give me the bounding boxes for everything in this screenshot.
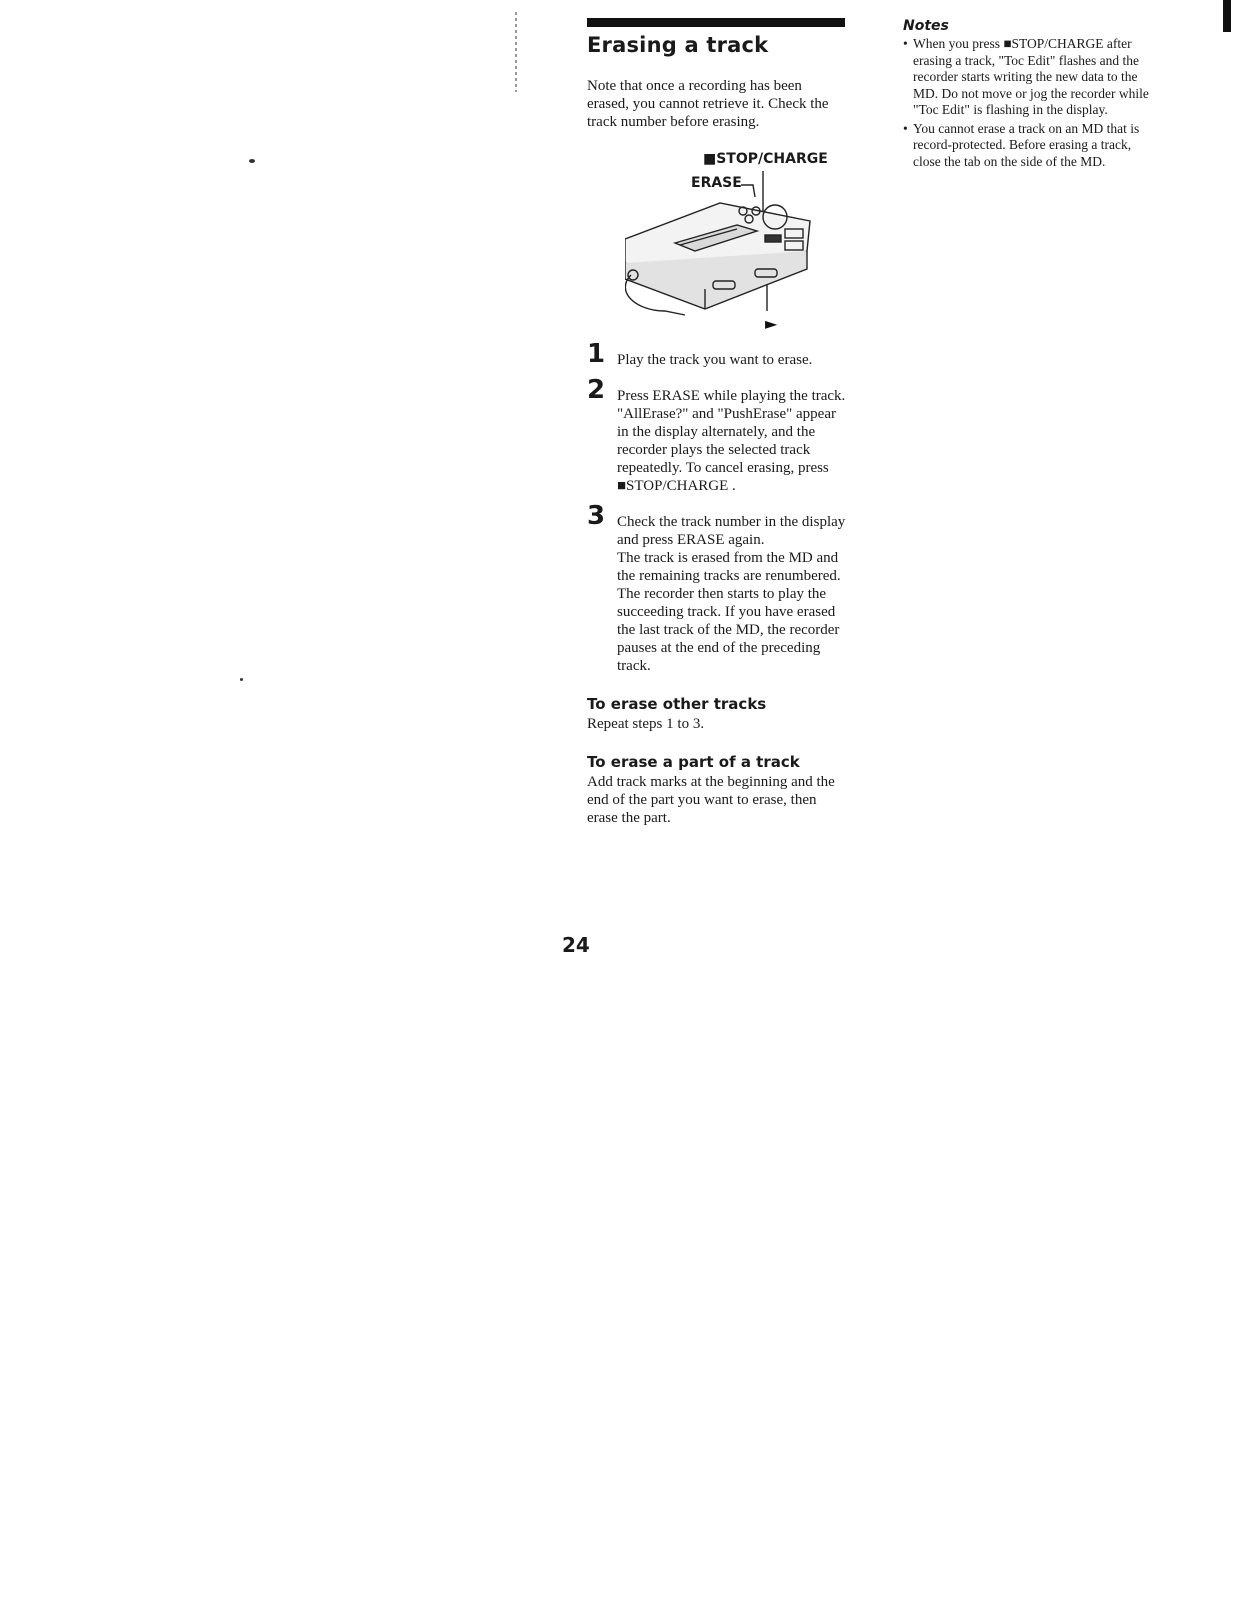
recorder-illustration <box>625 151 865 341</box>
step-text: Check the track number in the display and press ERASE again. <box>617 514 846 548</box>
play-arrow-icon: ► <box>765 314 778 333</box>
step-text: Play the track you want to erase. <box>617 352 813 368</box>
main-column <box>587 18 857 827</box>
step-number: 2 <box>587 375 606 405</box>
section-text-part-of-track: Add track marks at the beginning and the end of the part you want to erase, then erase the part. <box>587 774 835 826</box>
erase-label: ERASE <box>691 175 742 191</box>
note-item <box>903 36 1151 119</box>
step-item <box>587 375 849 495</box>
step-number: 1 <box>587 339 606 369</box>
scan-edge-mark <box>1223 0 1231 32</box>
step-text: Press ERASE while playing the track. <box>617 388 846 404</box>
bullet-icon: • <box>903 120 908 136</box>
page-number: 24 <box>562 933 590 957</box>
step-number: 3 <box>587 501 606 531</box>
intro-paragraph: Note that once a recording has been erased, you cannot retrieve it. Check the track number before erasing. <box>587 78 829 130</box>
step-item <box>587 339 849 369</box>
notes-heading: Notes <box>903 18 949 34</box>
bullet-icon: • <box>903 36 908 51</box>
note-item <box>903 121 1151 171</box>
page-title: Erasing a track <box>587 33 769 57</box>
section-text-other-tracks: Repeat steps 1 to 3. <box>587 716 705 732</box>
scan-speck <box>240 678 243 681</box>
steps-list <box>587 339 857 675</box>
stop-charge-label: ■STOP/CHARGE <box>703 151 828 167</box>
note-text: You cannot erase a track on an MD that is record-protected. Before erasing a track, close the tab on the side of the MD. <box>913 120 1140 169</box>
note-text: When you press ■STOP/CHARGE after erasing a track, "Toc Edit" flashes and the recorder starts writing the new data to the MD. Do not move or jog the recorder while "Toc Edit" is flashing in the display. <box>913 36 1149 117</box>
step-item <box>587 501 849 675</box>
md-recorder-icon <box>625 151 865 341</box>
scan-dashed-line <box>515 12 517 92</box>
section-heading-other-tracks: To erase other tracks <box>587 695 767 713</box>
scan-speck <box>249 159 255 163</box>
title-rule <box>587 18 845 27</box>
step-detail: The track is erased from the MD and the remaining tracks are renumbered. The recorder then starts to play the succeeding track. If you have erased the last track of the MD, the recorder pauses at the end of the preceding track. <box>617 550 841 674</box>
notes-column <box>903 18 1151 170</box>
step-detail: "AllErase?" and "PushErase" appear in the display alternately, and the recorder plays the selected track repeatedly. To cancel erasing, press ■STOP/CHARGE . <box>617 406 836 494</box>
section-heading-part-of-track: To erase a part of a track <box>587 753 800 771</box>
